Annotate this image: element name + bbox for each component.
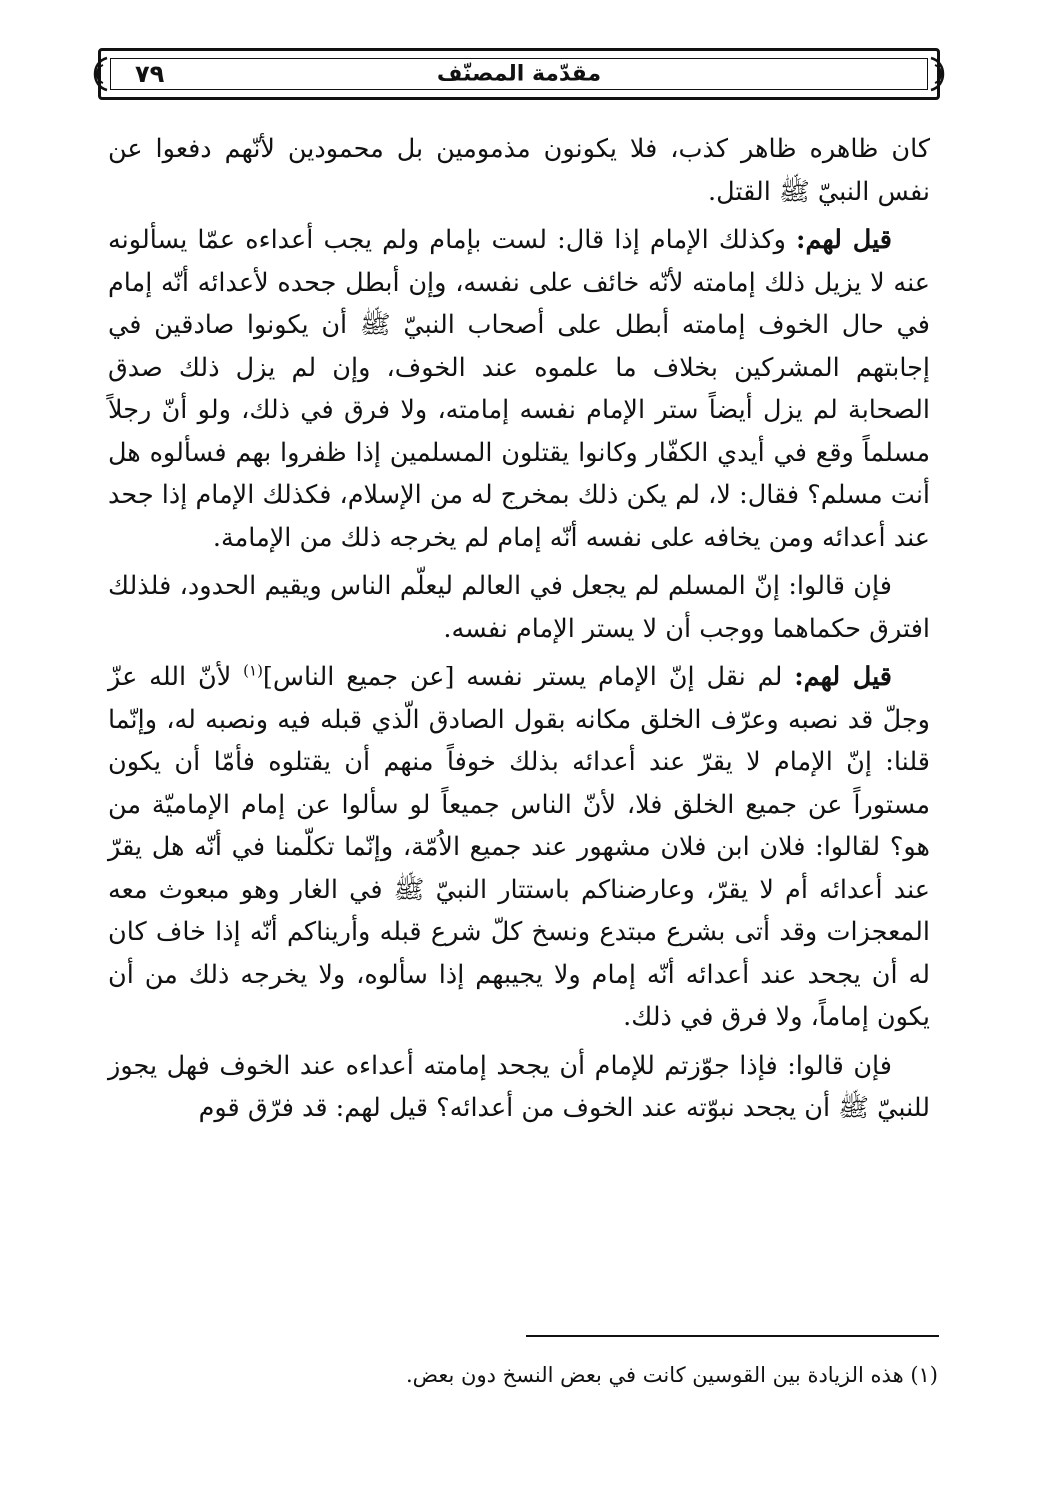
paragraph: فإن قالوا: إنّ المسلم لم يجعل في العالم ليعلّم الناس ويقيم الحدود، فلذلك افترق حكماهما ووجب أن لا يستر الإمام نفسه. [108,571,930,644]
paragraph: كان ظاهره ظاهر كذب، فلا يكونون مذمومين بل محمودين لأنّهم دفعوا عن نفس النبيّ ﷺ القتل. [108,134,930,207]
ornament-right-icon [927,56,953,92]
paragraph-lead: قيل لهم: [796,225,892,255]
paragraph-text: وكذلك الإمام إذا قال: لست بإمام ولم يجب أعداءه عمّا يسألونه عنه لا يزيل ذلك إمامته لأنّه خائف على نفسه، وإن أبطل جحده لأعدائه أنّه إمام في حال الخوف إمامته أبطل على أصحاب النبيّ ﷺ أن يكونوا صادقين في إجابتهم المشركين بخلاف ما علموه عند الخوف، وإن لم يزل ذلك صدق الصحابة لم يزل أيضاً ستر الإمام نفسه إمامته، ولا فرق في ذلك، ولو أنّ رجلاً مسلماً وقع في أيدي الكفّار وكانوا يقتلون المسلمين إذا ظفروا بهم فسألوه هل أنت مسلم؟ فقال: لا، لم يكن ذلك بمخرج له من الإسلام، فكذلك الإمام إذا جحد عند أعدائه ومن يخافه على نفسه أنّه إمام لم يخرجه ذلك من الإمامة. [108,225,930,553]
paragraph: فإن قالوا: فإذا جوّزتم للإمام أن يجحد إمامته أعداءه عند الخوف فهل يجوز للنبيّ ﷺ أن يجحد نبوّته عند الخوف من أعدائه؟ قيل لهم: قد فرّق قوم [108,1050,930,1123]
paragraph-text: لم نقل إنّ الإمام يستر نفسه [عن جميع الناس] [262,662,795,692]
header-inner-border [110,58,928,90]
ornament-left-icon [85,56,111,92]
paragraph-lead: قيل لهم: [794,662,892,692]
footnote-separator [526,1335,939,1337]
paragraph [108,656,930,1039]
page-number: ٧٩ [135,60,165,88]
running-title: مقدّمة المصنّف [436,61,602,87]
running-header [98,48,940,100]
footnote: (١) هذه الزيادة بين القوسين كانت في بعض النسخ دون بعض. [406,1363,938,1387]
main-text [108,128,930,1136]
paragraph [108,219,930,559]
paragraph-text: لأنّ الله عزّ وجلّ قد نصبه وعرّف الخلق مكانه بقول الصادق الّذي قبله فيه ونصبه له، وإنّما قلنا: إنّ الإمام لا يقرّ عند أعدائه بذلك خوفاً منهم أن يقتلوه فأمّا أن يكون مستوراً عن جميع الخلق فلا، لأنّ الناس جميعاً لو سألوا عن إمام الإماميّة من هو؟ لقالوا: فلان ابن فلان مشهور عند جميع الاُمّة، وإنّما تكلّمنا في أنّه هل يقرّ عند أعدائه أم لا يقرّ، وعارضناكم باستتار النبيّ ﷺ في الغار وهو مبعوث معه المعجزات وقد أتى بشرع مبتدع ونسخ كلّ شرع قبله وأريناكم أنّه إذا خاف كان له أن يجحد عند أعدائه أنّه إمام ولا يجيبهم إذا سألوه، ولا يخرجه ذلك من أن يكون إماماً، ولا فرق في ذلك. [108,662,930,1032]
footnote-reference: (١) [243,661,263,680]
